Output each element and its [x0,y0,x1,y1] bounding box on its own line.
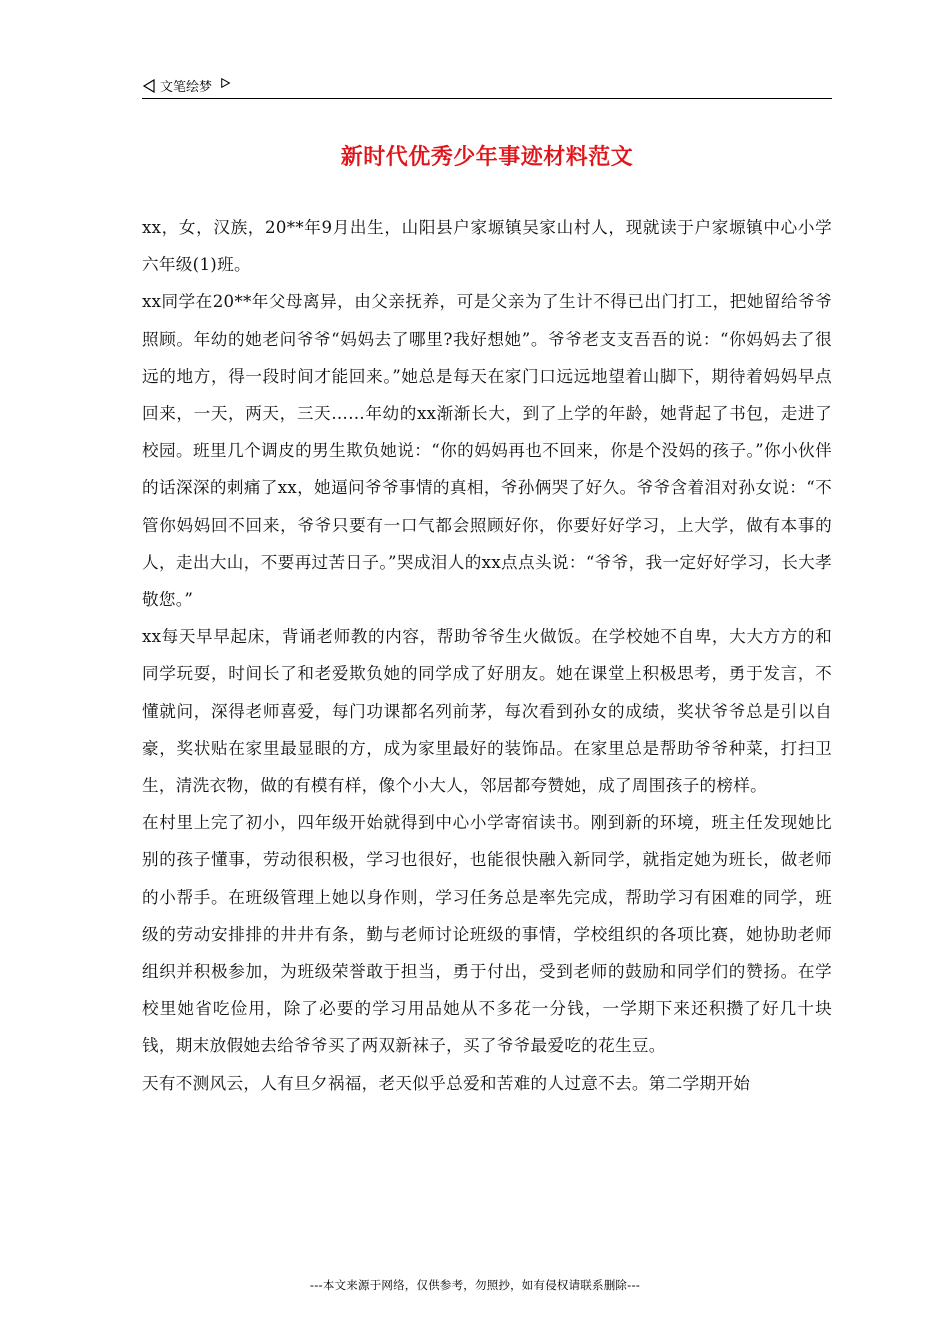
page-footer: ---本文来源于网络，仅供参考，勿照抄，如有侵权请联系删除--- [309,1278,641,1292]
document-body [142,209,832,1102]
header-brand: 文笔绘梦 [160,80,213,95]
paragraph: 在村里上完了初小，四年级开始就得到中心小学寄宿读书。刚到新的环境，班主任发现她比别的孩子懂事，劳动很积极，学习也很好，也能很快融入新同学，就指定她为班长，做老师的小帮手。在班级管理上她以身作则，学习任务总是率先完成，帮助学习有困难的同学，班级的劳动安排排的井井有条，勤与老师讨论班级的事情，学校组织的各项比赛，她协助老师组织并积极参加，为班级荣誉敢于担当，勇于付出，受到老师的鼓励和同学们的赞扬。在学校里她省吃俭用，除了必要的学习用品她从不多花一分钱，一学期下来还积攒了好几十块钱，期末放假她去给爷爷买了两双新袜子，买了爷爷最爱吃的花生豆。 [142,813,832,1056]
header-brand-group [142,76,232,95]
paragraph: xx，女，汉族，20**年9月出生，山阳县户家塬镇吴家山村人，现就读于户家塬镇中心小学六年级(1)班。 [142,218,832,275]
triangle-left-icon [142,79,156,93]
paragraph: xx同学在20**年父母离异，由父亲抚养，可是父亲为了生计不得已出门打工，把她留给爷爷照顾。年幼的她老问爷爷“妈妈去了哪里?我好想她”。爷爷老支支吾吾的说：“你妈妈去了很远的地方，得一段时间才能回来。”她总是每天在家门口远远地望着山脚下，期待着妈妈早点回来，一天，两天，三天……年幼的xx渐渐长大，到了上学的年龄，她背起了书包，走进了校园。班里几个调皮的男生欺负她说：“你的妈妈再也不回来，你是个没妈的孩子。”你小伙伴的话深深的刺痛了xx，她逼问爷爷事情的真相，爷孙俩哭了好久。爷爷含着泪对孙女说：“不管你妈妈回不回来，爷爷只要有一口气都会照顾好你，你要好好学习，上大学，做有本事的人，走出大山，不要再过苦日子。”哭成泪人的xx点点头说：“爷爷，我一定好好学习，长大孝敬您。” [142,292,832,610]
page-header [142,72,832,99]
paragraph: 天有不测风云，人有旦夕祸福，老天似乎总爱和苦难的人过意不去。第二学期开始 [142,1073,751,1093]
paragraph: xx每天早早起床，背诵老师教的内容，帮助爷爷生火做饭。在学校她不自卑，大大方方的和同学玩耍，时间长了和老爱欺负她的同学成了好朋友。她在课堂上积极思考，勇于发言，不懂就问，深得老师喜爱，每门功课都名列前茅，每次看到孙女的成绩，奖状爷爷总是引以自豪，奖状贴在家里最显眼的方，成为家里最好的装饰品。在家里总是帮助爷爷种菜，打扫卫生，清洗衣物，做的有模有样，像个小大人，邻居都夸赞她，成了周围孩子的榜样。 [142,627,832,796]
triangle-right-icon [220,77,232,89]
document-title: 新时代优秀少年事迹材料范文 [340,145,634,170]
